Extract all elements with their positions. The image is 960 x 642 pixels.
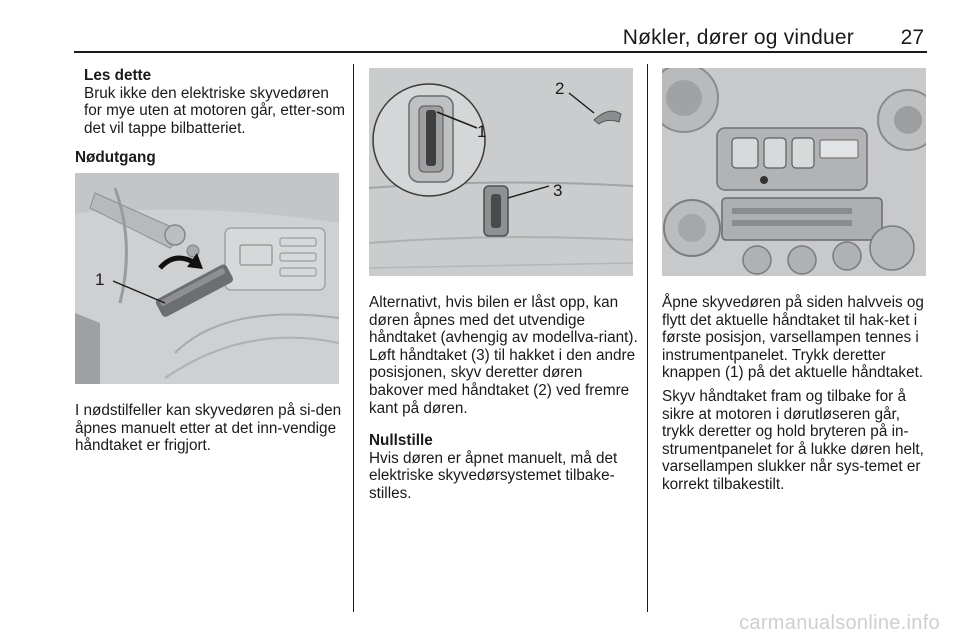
column-divider-left [353,64,354,612]
page-title: Nøkler, dører og vinduer [622,26,854,49]
emergency-release-illustration [75,173,339,384]
warning-note [84,67,346,137]
door-handles-illustration [369,68,633,276]
figure1-callout-1: 1 [95,270,105,289]
figure-door-handles [369,68,633,276]
note-text: Bruk ikke den elektriske skyvedøren for mye uten at motoren går, etter-som det vil tappe bilbatteriet. [84,84,346,137]
header-divider [74,51,927,53]
reset-section [369,432,639,502]
exterior-handle-paragraph: Alternativt, hvis bilen er låst opp, kan døren åpnes med det utvendige håndtaket (avhengig av modellva-riant). Løft håndtaket (3) til hakket i den andre posisjonen, skyv deretter døren bakover med håndtaket (2) ved fremre kant på døren. [369,294,638,417]
column-divider-right [647,64,648,612]
watermark: carmanualsonline.info [739,612,940,634]
emergency-paragraph: I nødstilfeller kan skyvedøren på si-den åpnes manuelt etter at det inn-vendige håndtaket er frigjort. [75,402,342,455]
reset-text: Hvis døren er åpnet manuelt, må det elektriske skyvedørsystemet tilbake-stilles. [369,449,618,502]
reset-steps [662,294,934,494]
reset-step-1: Åpne skyvedøren på siden halvveis og flytt det aktuelle håndtaket til hak-ket i første posisjon, varsellampen tennes i instrumentpanelet. Trykk deretter knappen (1) på det aktuelle håndtaket. [662,294,924,382]
figure2-callout-2: 2 [555,79,565,98]
instrument-panel-illustration [662,68,926,276]
figure-emergency-release [75,173,339,384]
page-number: 27 [900,26,924,49]
figure-instrument-panel [662,68,926,276]
section-heading-emergency: Nødutgang [75,149,156,166]
reset-step-2: Skyv håndtaket fram og tilbake for å sikre at motoren i dørutløseren går, trykk deretter og hold bryteren på in-strumentpanelet for å lukke døren helt, varsellampen slukker når sys-temet er korrekt tilbakestilt. [662,387,924,493]
reset-heading: Nullstille [369,432,433,449]
figure2-callout-3: 3 [553,181,563,200]
note-heading: Les dette [84,67,152,84]
figure2-callout-1: 1 [477,122,487,141]
